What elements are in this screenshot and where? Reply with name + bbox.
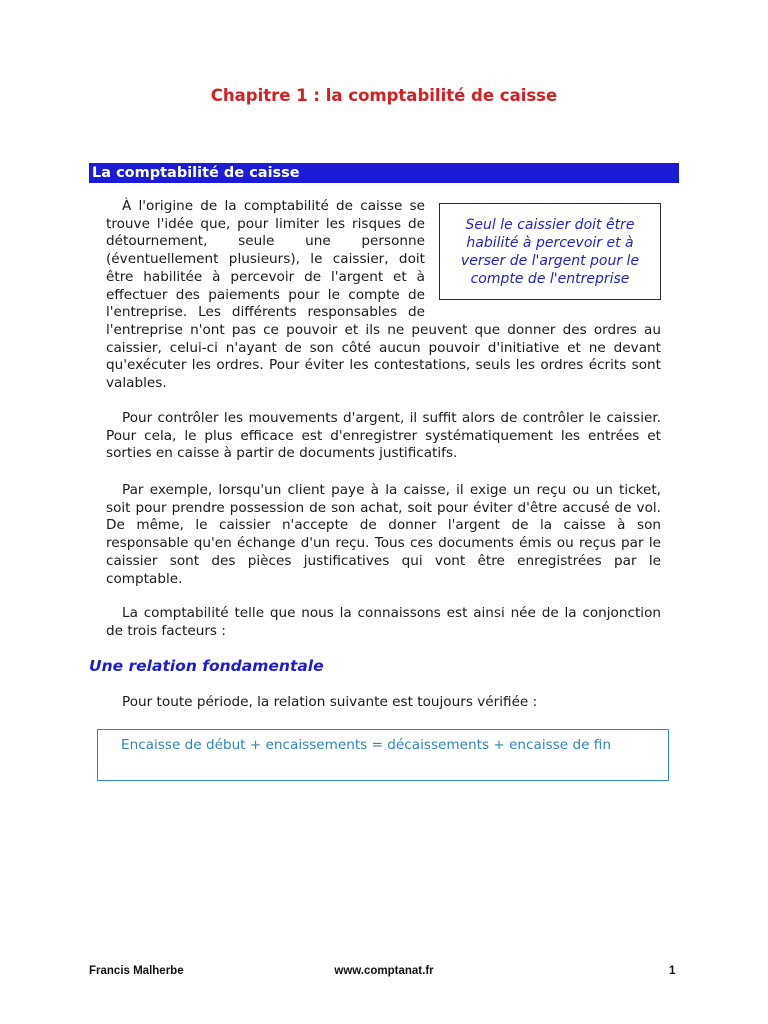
footer-website: www.comptanat.fr (334, 965, 434, 977)
relation-intro: Pour toute période, la relation suivante est toujours vérifiée : (122, 694, 538, 710)
callout-box: Seul le caissier doit être habilité à percevoir et à verser de l'argent pour le compte de l'entreprise (439, 203, 661, 300)
formula-text: Encaisse de début + encaissements = décaissements + encaisse de fin (121, 737, 611, 753)
subheading: Une relation fondamentale (89, 657, 324, 675)
section-heading: La comptabilité de caisse (89, 163, 679, 183)
paragraph-3: Par exemple, lorsqu'un client paye à la caisse, il exige un reçu ou un ticket, soit pour prendre possession de son achat, soit pour éviter d'être accusé de vol. De même, le caissier n'accepte de donner l'argent de la caisse à son responsable qu'en échange d'un reçu. Tous ces documents émis ou reçus par le caissier sont des pièces justificatives qui vont être enregistrées par le comptable. (106, 482, 661, 587)
paragraph-2: Pour contrôler les mouvements d'argent, il suffit alors de contrôler le caissier. Pour cela, le plus efficace est d'enregistrer systématiquement les entrées et sorties en caisse à partir de documents justificatifs. (106, 410, 661, 462)
intro-block (106, 198, 661, 393)
footer-page-number: 1 (669, 965, 676, 977)
footer-author: Francis Malherbe (89, 965, 184, 977)
paragraph-1: À l'origine de la comptabilité de caisse se trouve l'idée que, pour limiter les risques de détournement, seule une personne (éventuellement plusieurs), le caissier, doit être habilitée à percevoir de l'argent et à effectuer des paiements pour le compte de l'entreprise. Les différents responsables de l'entreprise n'ont pas ce pouvoir et ils ne peuvent que donner des ordres au caissier, celui-ci n'ayant de son côté aucun pouvoir d'initiative et ne devant qu'exécuter les ordres. Pour éviter les contestations, seuls les ordres écrits sont valables. (106, 198, 661, 392)
formula-box (97, 729, 669, 781)
paragraph-4: La comptabilité telle que nous la connaissons est ainsi née de la conjonction de trois facteurs : (106, 605, 661, 639)
chapter-title: Chapitre 1 : la comptabilité de caisse (210, 86, 558, 105)
